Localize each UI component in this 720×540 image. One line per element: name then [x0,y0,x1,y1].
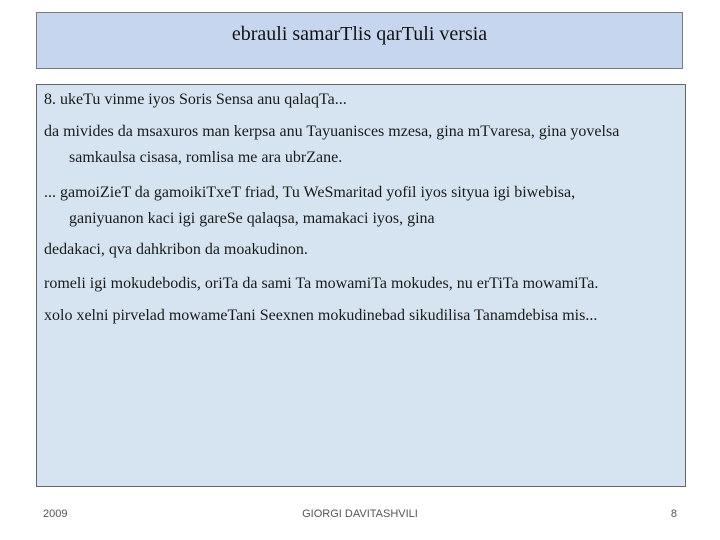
paragraph-5 [44,271,680,297]
paragraph-5-line: romeli igi mokudebodis, oriTa da sami Ta mowamiTa mokudes, nu erTiTa mowamiTa. [44,275,599,292]
paragraph-6 [44,303,680,329]
paragraph-3-line-1: ... gamoiZieT da gamoikiTxeT friad, Tu WeSmaritad yofil iyos sityua igi biwebisa, [44,184,576,201]
slide-title: ebrauli samarTlis qarTuli versia [231,23,488,45]
paragraph-3-line-2: ganiyuanon kaci igi gareSe qalaqsa, mamakaci iyos, gina [69,210,435,227]
paragraph-3 [44,180,680,232]
content-box [36,84,686,487]
paragraph-6-line: xolo xelni pirvelad mowameTani Seexnen mokudinebad sikudilisa Tanamdebisa mis... [44,307,598,324]
footer-year: 2009 [43,508,68,520]
paragraph-2-line-1: da mivides da msaxuros man kerpsa anu Tayuanisces mzesa, gina mTvaresa, gina yovelsa [44,123,620,140]
paragraph-4-line: dedakaci, qva dahkribon da moakudinon. [44,241,308,258]
footer-author: GIORGI DAVITASHVILI [302,508,418,520]
paragraph-4 [44,237,680,263]
paragraph-1 [44,87,680,113]
paragraph-2-line-2: samkaulsa cisasa, romlisa me ara ubrZane. [69,149,343,166]
paragraph-2 [44,119,680,171]
paragraph-1-line: 8. ukeTu vinme iyos Soris Sensa anu qalaqTa... [44,91,347,108]
title-box [36,12,683,69]
footer-page-number: 8 [670,508,677,520]
